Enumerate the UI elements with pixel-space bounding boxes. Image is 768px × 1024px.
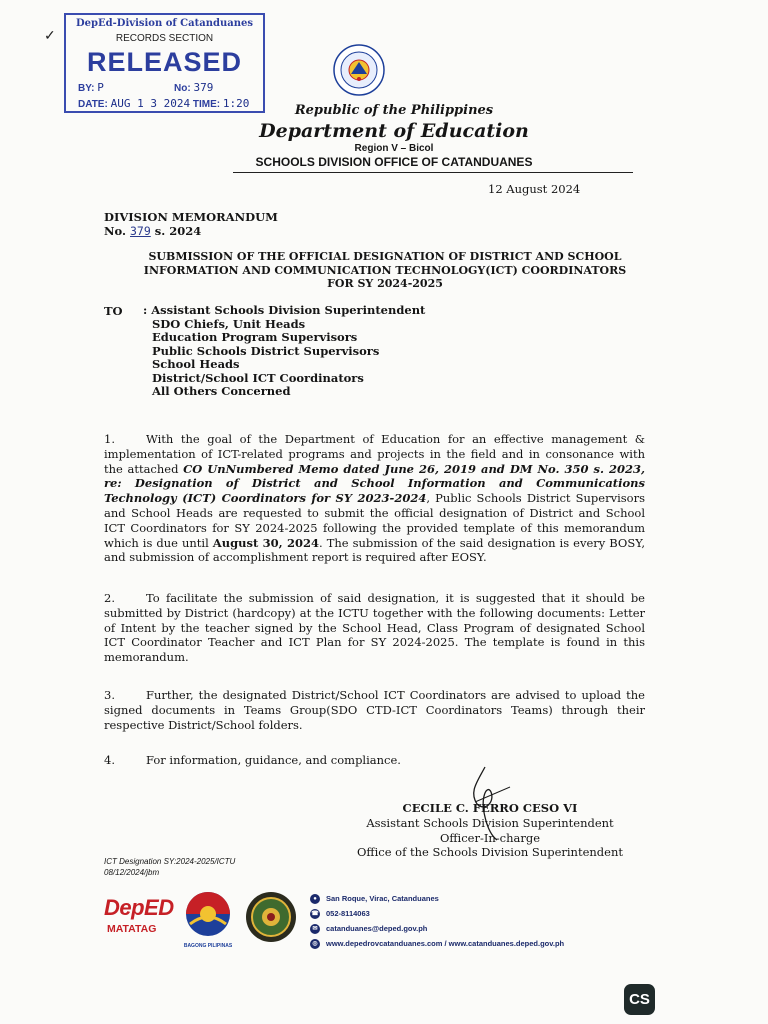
contact-info	[310, 891, 564, 951]
website-line: ◎ www.depedrovcatanduanes.com / www.catanduanes.deped.gov.ph	[310, 936, 564, 951]
stamp-date-value: AUG 1 3 2024	[110, 97, 191, 110]
region-heading: Region V – Bicol	[354, 143, 434, 154]
to-label: TO	[104, 304, 123, 318]
deped-matatag-logo	[104, 895, 172, 945]
department-heading: Department of Education	[259, 120, 529, 142]
stamp-no-value: 379	[193, 81, 214, 94]
memo-number: No. 379 s. 2024	[104, 224, 202, 238]
globe-icon: ◎	[310, 939, 320, 949]
office-heading: SCHOOLS DIVISION OFFICE OF CATANDUANES	[255, 155, 533, 169]
phone-icon: ☎	[311, 911, 319, 918]
reference-code: ICT Designation SY:2024-2025/ICTU 08/12/2024/jbm	[104, 857, 236, 877]
camscanner-badge: CS	[624, 984, 655, 1015]
list-item: District/School ICT Coordinators	[152, 370, 364, 385]
stamp-no: No: 379	[174, 81, 214, 94]
deped-logo: DepED	[104, 895, 174, 920]
memo-type: DIVISION MEMORANDUM	[104, 210, 278, 224]
check-mark-icon: ✓	[44, 28, 56, 44]
signatory-office: Office of the Schools Division Superintendent	[356, 845, 623, 860]
republic-heading: Republic of the Philippines	[294, 103, 494, 118]
stamp-status: RELEASED	[86, 47, 243, 77]
signatory-name: CECILE C. FERRO CESO VI	[402, 801, 578, 815]
email-line: ✉ catanduanes@deped.gov.ph	[310, 921, 564, 936]
mail-icon: ✉	[310, 924, 320, 934]
signature-block	[350, 801, 630, 860]
memo-date: 12 August 2024	[488, 182, 581, 196]
paragraph-1: 1. With the goal of the Department of Education for an effective management & implementation of ICT-related programs and projects in the field and in consonance with the attached CO UnNumbered Memo dated June 26, 2019 and DM No. 350 s. 2023, re: Designation of District and School Information and Communications Technology (ICT) Coordinators for SY 2023-2024, Public Schools District Supervisors and School Heads are requested to submit the official designation of District and School ICT Coordinators for SY 2024-2025 following the provided template of this memorandum which is due until August 30, 2024. The submission of the said designation is every BOSY, and submission of accomplishment report is required after EOSY.	[104, 432, 645, 565]
deped-seal-icon	[333, 44, 385, 100]
paragraph-2: 2. To facilitate the submission of said designation, it is suggested that it should be submitted by District (hardcopy) at the ICTU together with the following documents: Letter of Intent by the teacher signed by the School Head, Class Program of designated School ICT Coordinator Teacher and ICT Plan for SY 2024-2025. The template is found in this memorandum.	[104, 591, 645, 665]
stamp-time-value: 1:20	[222, 97, 250, 110]
stamp-by-value: P	[97, 81, 104, 94]
signatory-title: Assistant Schools Division Superintendent	[366, 815, 614, 830]
address-line: ● San Roque, Virac, Catanduanes	[310, 891, 564, 906]
stamp-section: RECORDS SECTION	[115, 33, 214, 44]
phone-line: ☎ 052-8114063	[311, 909, 370, 918]
location-pin-icon: ●	[310, 894, 320, 904]
released-stamp	[64, 13, 265, 113]
memo-subject: SUBMISSION OF THE OFFICIAL DESIGNATION OF DISTRICT AND SCHOOL INFORMATION AND COMMUNICATION TECHNOLOGY(ICT) COORDINATORS FOR SY 2024-2025	[143, 250, 627, 290]
header-divider	[233, 172, 633, 173]
list-item: Public Schools District Supervisors	[152, 343, 380, 358]
list-item: SDO Chiefs, Unit Heads	[152, 316, 306, 331]
bagong-pilipinas-logo: BAGONG PILIPINAS	[180, 890, 236, 949]
stamp-by: BY: P	[78, 81, 104, 94]
list-item: : Assistant Schools Division Superintendent	[143, 303, 426, 317]
paragraph-4: 4. For information, guidance, and compliance.	[104, 753, 401, 767]
recipient-list	[143, 304, 425, 399]
signatory-title: Officer-In-charge	[439, 830, 541, 845]
list-item: Education Program Supervisors	[152, 330, 358, 344]
division-emblem-icon	[245, 891, 297, 947]
matatag-logo: MATATAG	[107, 923, 157, 935]
list-item: All Others Concerned	[152, 384, 291, 398]
paragraph-3: 3. Further, the designated District/School ICT Coordinators are advised to upload the signed documents in Teams Group(SDO CTD-ICT Coordinators Teams) through their respective District/School folders.	[104, 688, 645, 732]
list-item: School Heads	[152, 357, 240, 371]
stamp-date: DATE: AUG 1 3 2024 TIME: 1:20	[78, 97, 250, 110]
stamp-office: DepEd-Division of Catanduanes	[76, 18, 253, 29]
